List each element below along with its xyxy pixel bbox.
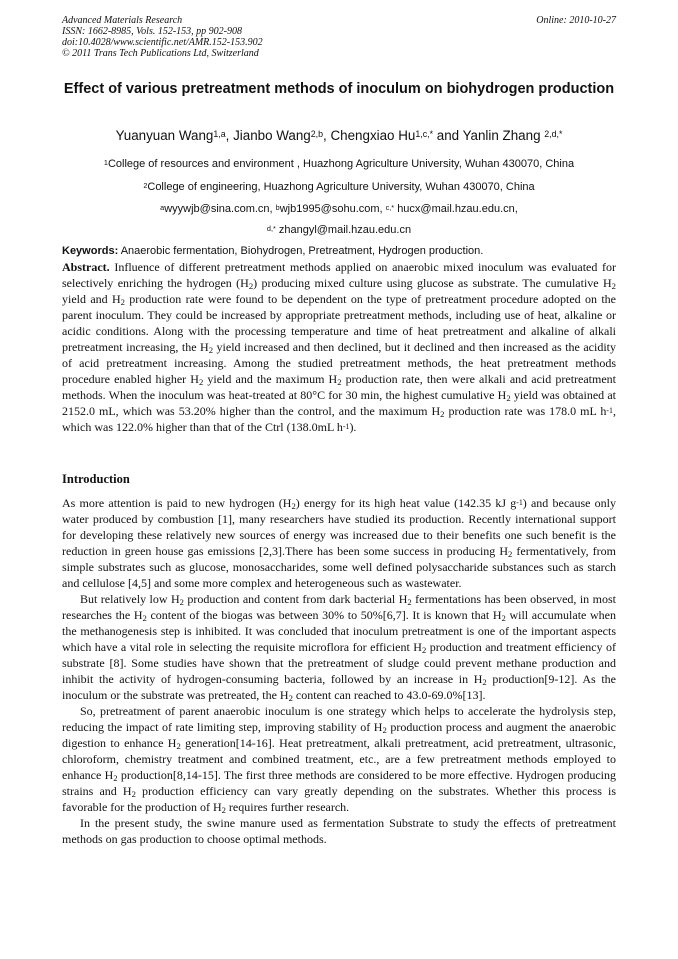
author-affil-mark: 1,c,* — [415, 129, 434, 140]
paper-title: Effect of various pretreatment methods of inoculum on biohydrogen production — [63, 81, 615, 97]
abstract-label: Abstract. — [62, 260, 110, 274]
author-affil-mark: 2,d,* — [544, 129, 563, 140]
intro-paragraph-1: As more attention is paid to new hydrogen $(H_2)$ energy for its high heat value (142.35 kJ $g^{-1}$) and because only water produced by combustion [1], many researchers have studied its production. Recently international support for developing these relatively new sources of energy was increased due to their benefits one such benefit is the reduction in green house gas emissions [2,3].There has been some success in producing $H_2$ fermentatively, from simple substrates such as glucose, monosaccharides, some well defined polysaccharide substances such as starch and cellulose [4,5] and some more complex and heterogeneous such as wastewater. — [62, 496, 616, 590]
author-name: Jianbo Wang — [233, 128, 311, 143]
email-link[interactable]: hucx@mail.hzau.edu.cn, — [397, 203, 518, 215]
intro-paragraph-4: In the present study, the swine manure used as fermentation Substrate to study the effects of pretreatment methods on gas production to choose optimal methods. — [62, 816, 616, 846]
issn-line: ISSN: 1662-8985, Vols. 152-153, pp 902-908 — [62, 26, 242, 37]
email-link[interactable]: zhangyl@mail.hzau.edu.cn — [278, 224, 412, 236]
intro-paragraph-3: So, pretreatment of parent anaerobic inoculum is one strategy which helps to accelerate the hydrolysis step, reducing the impact of rate limiting step, improving stability of $H_2$ production process and augment the anaerobic digestion to enhance $H_2$ generation[14-16]. Heat pretreatment, alkali pretreatment, acid pretreatment, ultrasonic, chloroform, chemistry treatment and combined treatment, etc., are a few pretreatment methods employed to enhance $H_2$ production[8,14-15]. The first three methods are considered to be more effective. Hydrogen producing strains and $H_2$ production efficiency can vary greatly depending on the substrates. Whether this process is favorable for the production of $H_2$ requires further research. — [62, 704, 616, 816]
intro-paragraph-2: But relatively low $H_2$ production and content from dark bacterial $H_2$ fermentations has been observed, in most researches the $H_2$ content of the biogas was between 30% to 50%[6,7]. It is known that $H_2$ will accumulate when the methanogenesis step is inhibited. It was concluded that inoculum pretreatment is one of the important aspects which have a vital role in selecting the requisite microflora for efficient $H_2$ production and treatment efficiency of substrate [8]. Some studies have shown that the pretreatment of sludge could prevent methane production and inhibit the activity of hydrogen-consuming bacteria, followed by an increase in $H_2$ production[9-12]. As the inoculum or the substrate was pretreated, the $H_2$ content can reached to 43.0-69.0%[13]. — [62, 592, 617, 704]
keywords-label: Keywords: — [62, 245, 119, 257]
author-name: Yuanyuan Wang — [115, 128, 214, 143]
keywords — [62, 244, 616, 258]
author-affil-mark: 2,b — [310, 129, 324, 140]
email-line-2: $^{d,*}$ zhangyl@mail.hzau.edu.cn — [266, 223, 412, 236]
affiliation-2: $^2$College of engineering, Huazhong Agriculture University, Wuhan 430070, China — [143, 180, 535, 193]
journal-header — [62, 15, 616, 59]
author-name: Chengxiao Hu — [330, 128, 416, 143]
author-list: Yuanyuan Wang$^{1,a}$, Jianbo Wang$^{2,b}$, Chengxiao $Hu^{1,c,*}$ and Yanlin Zhang $^{2,d,*}$ — [115, 128, 563, 143]
email-link[interactable]: wjb1995@sohu.com, — [279, 203, 383, 215]
author-name: Yanlin Zhang — [462, 128, 541, 143]
doi-line: doi:10.4028/www.scientific.net/AMR.152-153.902 — [62, 37, 263, 48]
affiliation-1: $^1$College of resources and environment , Huazhong Agriculture University, Wuhan 430070, China — [103, 157, 575, 170]
introduction-body — [62, 495, 616, 847]
email-link[interactable]: wyywjb@sina.com.cn, — [164, 203, 273, 215]
journal-name: Advanced Materials Research — [62, 15, 183, 26]
abstract: Abstract. Influence of different pretreatment methods applied on anaerobic mixed inoculum was evaluated for selectively enriching the hydrogen $(H_2)$ producing mixed culture using glucose as substrate. The cumulative $H_2$ yield and $H_2$ production rate were found to be dependent on the type of pretreatment procedure adopted on the parent inoculum. They could be increased by appropriate pretreatment methods, including use of heat, alkaline or acidic conditions. Along with the processing temperature and time of heat pretreatment and alkaline of alkali pretreatment increasing, the $H_2$ yield increased and then declined, but it declined and then increased as the acidity of acid pretreatment increasing. Among the studied pretreatment methods, the heat pretreatment methods procedure enabled higher $H_2$ yield and the maximum $H_2$ production rate, then were alkali and acid pretreatment methods. When the inoculum was heat-treated at 80°C for 30 min, the highest cumulative $H_2$ yield was obtained at 2152.0 mL, which was 53.20% higher than the control, and the maximum $H_2$ production rate was 178.0 mL $h^{-1}$, which was 122.0% higher than that of the Ctrl (138.0mL $h^{-1}$). — [62, 260, 617, 434]
author-affil-mark: 1,a — [213, 129, 226, 140]
section-heading-introduction: Introduction — [62, 472, 130, 486]
email-line-1: $^a$wyywjb@sina.com.cn, $^b$wjb1995@sohu.com, $^{c,*}$ hucx@mail.hzau.edu.cn, — [160, 202, 518, 215]
author-and: and — [436, 128, 460, 143]
online-date: Online: 2010-10-27 — [536, 15, 616, 26]
keywords-text: Anaerobic fermentation, Biohydrogen, Pretreatment, Hydrogen production. — [120, 245, 484, 257]
copyright-line: © 2011 Trans Tech Publications Ltd, Switzerland — [62, 48, 259, 59]
